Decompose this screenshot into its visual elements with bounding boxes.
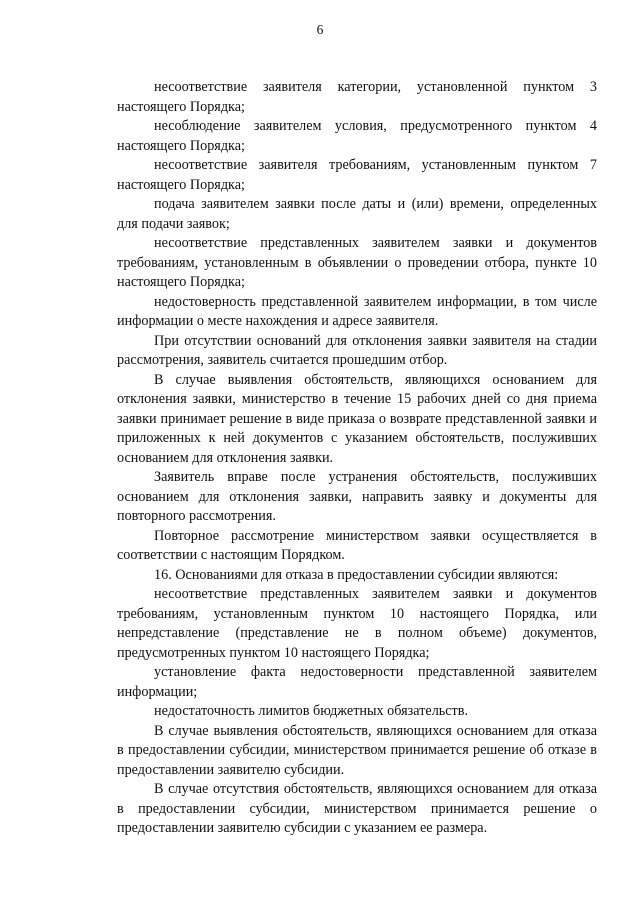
paragraph-resubmission: Заявитель вправе после устранения обстоятельств, послуживших основанием для отклонения заявки, направить заявку и документы для повторного рассмотрения. xyxy=(117,469,597,524)
paragraph-unreliable-info: недостоверность представленной заявителем информации, в том числе информации о месте нахождения и адресе заявителя. xyxy=(117,293,597,329)
paragraph-late-submission: подача заявителем заявки после даты и (или) времени, определенных для подачи заявок; xyxy=(117,196,597,232)
paragraph-refusal-documents: несоответствие представленных заявителем заявки и документов требованиям, установленным пунктом 10 настоящего Порядка, или непредставление (представление не в полном объеме) документов, предусмотренных пунктом 10 настоящего Порядка; xyxy=(117,586,597,661)
page-number: 6 xyxy=(316,22,324,37)
document-body xyxy=(117,78,597,839)
paragraph-repeat-review: Повторное рассмотрение министерством заявки осуществляется в соответствии с настоящим Порядком. xyxy=(117,527,597,563)
paragraph-section-16-heading: 16. Основаниями для отказа в предоставлении субсидии являются: xyxy=(154,566,559,583)
paragraph-rejection-procedure: В случае выявления обстоятельств, являющихся основанием для отклонения заявки, министерство в течение 15 рабочих дней со дня приема заявки принимает решение в виде приказа о возврате представленной заявки и приложенных к ней документов с указанием обстоятельств, послуживших основанием для отклонения заявки. xyxy=(117,371,597,466)
paragraph-refusal-decision: В случае выявления обстоятельств, являющихся основанием для отказа в предоставлении субсидии, министерством принимается решение об отказе в предоставлении заявителю субсидии. xyxy=(117,722,597,778)
paragraph-requirements-mismatch: несоответствие заявителя требованиям, установленным пунктом 7 настоящего Порядка; xyxy=(117,157,597,193)
paragraph-refusal-budget-limits: недостаточность лимитов бюджетных обязательств. xyxy=(154,703,468,719)
paragraph-refusal-unreliable-info: установление факта недостоверности представленной заявителем информации; xyxy=(117,664,597,700)
paragraph-grant-decision: В случае отсутствия обстоятельств, являющихся основанием для отказа в предоставлении субсидии, министерством принимается решение о предоставлении заявителю субсидии с указанием ее размера. xyxy=(117,781,597,836)
paragraph-category-mismatch: несоответствие заявителя категории, установленной пунктом 3 настоящего Порядка; xyxy=(117,79,597,115)
paragraph-documents-mismatch: несоответствие представленных заявителем заявки и документов требованиям, установленным в объявлении о проведении отбора, пункте 10 настоящего Порядка; xyxy=(117,235,597,290)
paragraph-passed-selection: При отсутствии оснований для отклонения заявки заявителя на стадии рассмотрения, заявитель считается прошедшим отбор. xyxy=(117,332,597,368)
paragraph-condition-noncompliance: несоблюдение заявителем условия, предусмотренного пунктом 4 настоящего Порядка; xyxy=(117,118,597,154)
